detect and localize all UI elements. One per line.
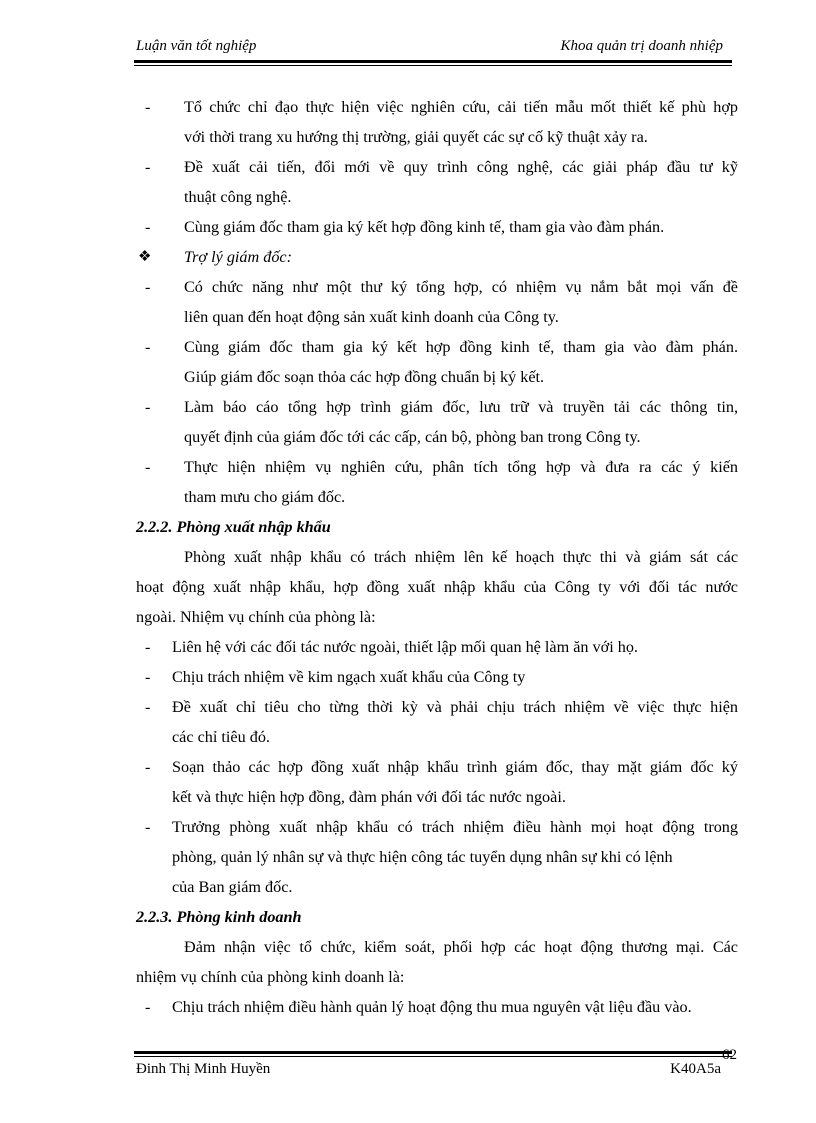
line-text: Soạn thảo các hợp đồng xuất nhập khẩu trình giám đốc, thay mặt giám đốc ký: [172, 758, 738, 776]
dash-bullet-icon: -: [145, 218, 151, 236]
text-line: [136, 572, 738, 602]
line-text: Tổ chức chỉ đạo thực hiện việc nghiên cứu, cải tiến mẫu mốt thiết kế phù hợp: [184, 98, 738, 116]
text-line: [136, 122, 738, 152]
dash-bullet-icon: -: [145, 668, 151, 686]
text-line: [136, 332, 738, 362]
line-text: 2.2.3. Phòng kinh doanh: [136, 908, 302, 926]
text-line: [136, 662, 738, 692]
text-line: [136, 482, 738, 512]
footer-author: Đinh Thị Minh Huyền: [136, 1061, 271, 1077]
line-text: ngoài. Nhiệm vụ chính của phòng là:: [136, 608, 376, 626]
line-text: Làm báo cáo tổng hợp trình giám đốc, lưu trữ và truyền tải các thông tin,: [184, 398, 738, 416]
text-line: [136, 932, 738, 962]
text-line: [136, 242, 738, 272]
text-line: [136, 782, 738, 812]
line-text: liên quan đến hoạt động sản xuất kinh doanh của Công ty.: [184, 308, 559, 326]
text-line: [136, 992, 738, 1022]
line-text: các chỉ tiêu đó.: [172, 728, 270, 746]
page-header: [136, 38, 731, 60]
section-heading: [136, 512, 738, 542]
diamond-bullet-icon: ❖: [138, 249, 152, 265]
text-line: [136, 632, 738, 662]
text-line: [136, 182, 738, 212]
dash-bullet-icon: -: [145, 998, 151, 1016]
text-line: [136, 212, 738, 242]
line-text: Trợ lý giám đốc:: [184, 248, 293, 266]
line-text: phòng, quản lý nhân sự và thực hiện công tác tuyển dụng nhân sự khi có lệnh: [172, 848, 673, 866]
text-line: [136, 752, 738, 782]
line-text: 2.2.2. Phòng xuất nhập khẩu: [136, 518, 331, 536]
dash-bullet-icon: -: [145, 818, 151, 836]
footer-class: K40A5a: [670, 1061, 721, 1077]
header-left: Luận văn tốt nghiệp: [136, 38, 257, 54]
text-line: [136, 692, 738, 722]
text-line: [136, 542, 738, 572]
dash-bullet-icon: -: [145, 398, 151, 416]
dash-bullet-icon: -: [145, 158, 151, 176]
text-line: [136, 152, 738, 182]
line-text: với thời trang xu hướng thị trường, giải quyết các sự cố kỹ thuật xảy ra.: [184, 128, 648, 146]
document-body: [136, 92, 738, 1022]
header-right: Khoa quản trị doanh nhiệp: [560, 38, 723, 54]
text-line: [136, 422, 738, 452]
text-line: [136, 812, 738, 842]
text-line: [136, 602, 738, 632]
line-text: thuật công nghệ.: [184, 188, 292, 206]
section-heading: [136, 902, 738, 932]
footer-rule-thick: [134, 1051, 732, 1054]
text-line: [136, 962, 738, 992]
dash-bullet-icon: -: [145, 338, 151, 356]
header-rule-thin: [134, 65, 732, 66]
line-text: Đề xuất cải tiến, đổi mới về quy trình công nghệ, các giải pháp đầu tư kỹ: [184, 158, 738, 176]
line-text: quyết định của giám đốc tới các cấp, cán bộ, phòng ban trong Công ty.: [184, 428, 641, 446]
line-text: Cùng giám đốc tham gia ký kết hợp đồng kinh tế, tham gia vào đàm phán.: [184, 338, 738, 356]
line-text: nhiệm vụ chính của phòng kinh doanh là:: [136, 968, 405, 986]
line-text: Chịu trách nhiệm điều hành quản lý hoạt động thu mua nguyên vật liệu đầu vào.: [172, 998, 692, 1016]
line-text: Đề xuất chỉ tiêu cho từng thời kỳ và phải chịu trách nhiệm về việc thực hiện: [172, 698, 738, 716]
text-line: [136, 92, 738, 122]
line-text: Giúp giám đốc soạn thỏa các hợp đồng chuẩn bị ký kết.: [184, 368, 545, 386]
line-text: Liên hệ với các đối tác nước ngoài, thiết lập mối quan hệ làm ăn với họ.: [172, 638, 638, 656]
text-line: [136, 722, 738, 752]
text-line: [136, 452, 738, 482]
text-line: [136, 842, 738, 872]
text-line: [136, 272, 738, 302]
line-text: Phòng xuất nhập khẩu có trách nhiệm lên kế hoạch thực thi và giám sát các: [184, 548, 738, 566]
line-text: Đảm nhận việc tổ chức, kiểm soát, phối hợp các hoạt động thương mại. Các: [184, 938, 738, 956]
dash-bullet-icon: -: [145, 698, 151, 716]
line-text: của Ban giám đốc.: [172, 878, 293, 896]
line-text: kết và thực hiện hợp đồng, đàm phán với đối tác nước ngoài.: [172, 788, 566, 806]
line-text: Cùng giám đốc tham gia ký kết hợp đồng kinh tế, tham gia vào đàm phán.: [184, 218, 665, 236]
text-line: [136, 302, 738, 332]
line-text: Trưởng phòng xuất nhập khẩu có trách nhiệm điều hành mọi hoạt động trong: [172, 818, 738, 836]
dash-bullet-icon: -: [145, 638, 151, 656]
header-rule-thick: [134, 60, 732, 63]
dash-bullet-icon: -: [145, 278, 151, 296]
line-text: hoạt động xuất nhập khẩu, hợp đồng xuất nhập khẩu của Công ty với đối tác nước: [136, 578, 738, 596]
line-text: tham mưu cho giám đốc.: [184, 488, 346, 506]
dash-bullet-icon: -: [145, 98, 151, 116]
text-line: [136, 362, 738, 392]
dash-bullet-icon: -: [145, 758, 151, 776]
line-text: Có chức năng như một thư ký tổng hợp, có nhiệm vụ nắm bắt mọi vấn đề: [184, 278, 738, 296]
dash-bullet-icon: -: [145, 458, 151, 476]
text-line: [136, 872, 738, 902]
line-text: Chịu trách nhiệm về kim ngạch xuất khẩu của Công ty: [172, 668, 526, 686]
line-text: Thực hiện nhiệm vụ nghiên cứu, phân tích tổng hợp và đưa ra các ý kiến: [184, 458, 738, 476]
page-number: 62: [722, 1047, 737, 1063]
footer-rule-thin: [134, 1056, 732, 1057]
text-line: [136, 392, 738, 422]
